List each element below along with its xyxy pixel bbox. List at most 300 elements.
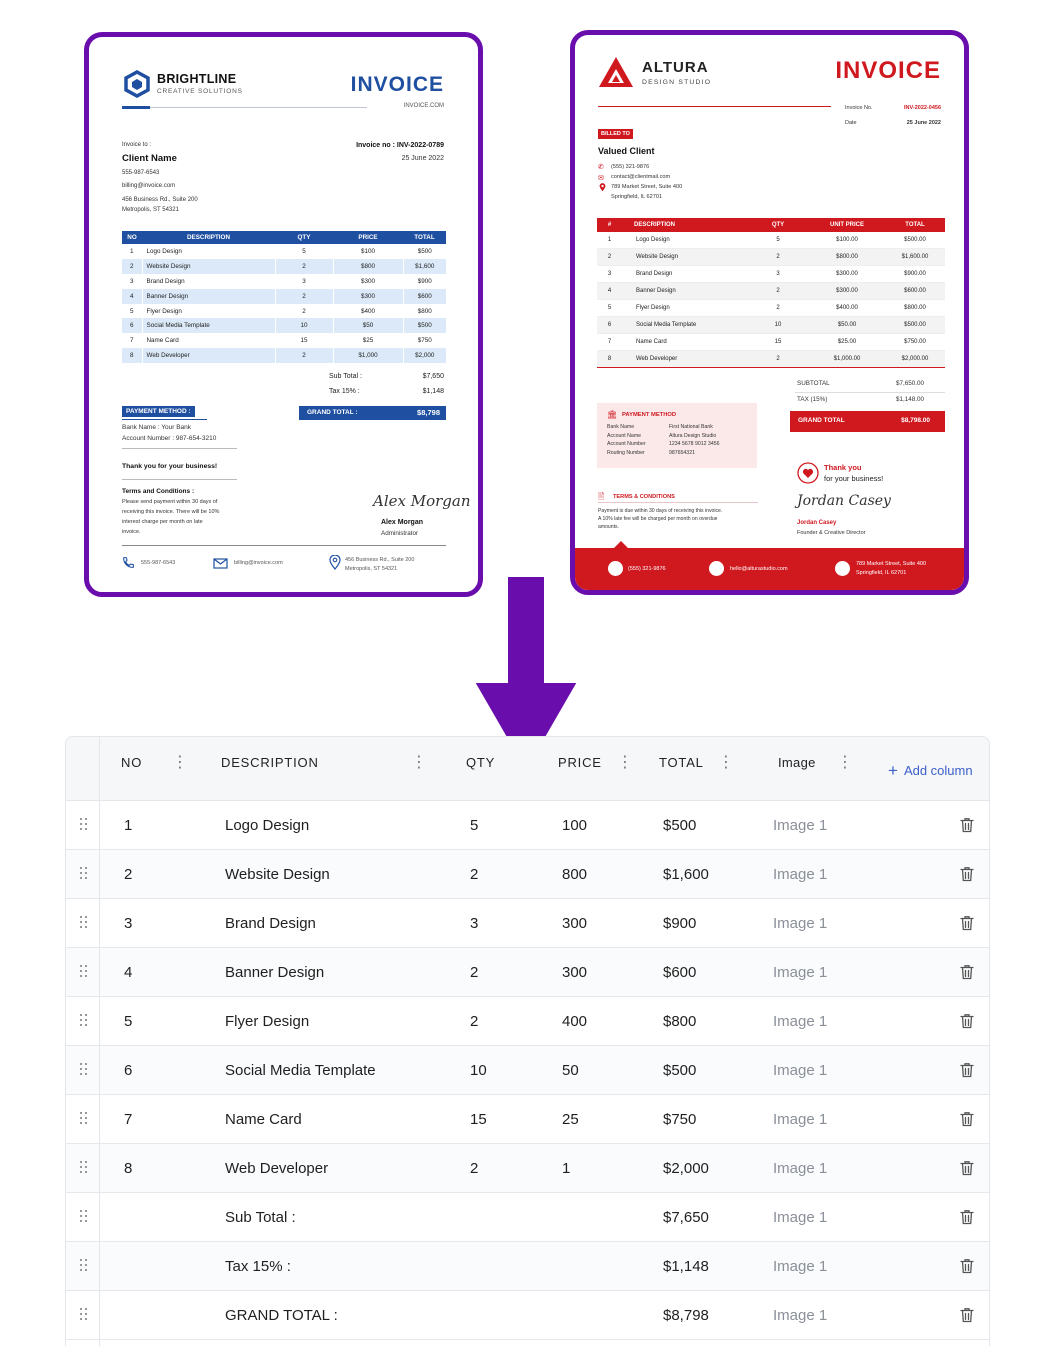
terms-line: amounts. (598, 524, 619, 530)
trash-icon[interactable] (960, 866, 974, 882)
invoice-to-label: Invoice to : (122, 142, 152, 148)
footer-divider (122, 545, 446, 546)
location-pin-icon (329, 555, 341, 570)
table-row[interactable] (66, 997, 989, 1046)
cell-no[interactable]: 8 (124, 1160, 133, 1177)
divider (795, 392, 945, 393)
cell-total[interactable]: $1,148 (663, 1258, 709, 1275)
heart-icon (797, 462, 819, 484)
table-cell: 8 (597, 350, 622, 367)
grand-total-label: GRAND TOTAL (798, 417, 845, 424)
signer-title: Founder & Creative Director (797, 530, 866, 536)
table-cell: Flyer Design (142, 304, 275, 319)
client-phone: 555-987-6543 (122, 170, 160, 176)
footer-address-line1: 456 Business Rd., Suite 200 (345, 557, 415, 563)
cell-total[interactable]: $2,000 (663, 1160, 709, 1177)
brand-tagline: CREATIVE SOLUTIONS (157, 88, 243, 95)
client-email: contact@clientmail.com (611, 174, 671, 180)
table-cell: 10 (747, 316, 809, 333)
column-header: PRICE (333, 231, 403, 244)
table-cell: 1 (597, 232, 622, 249)
cell-total[interactable]: $900 (663, 915, 697, 932)
table-row (597, 266, 945, 283)
cell-no[interactable]: 7 (124, 1111, 133, 1128)
cell-price[interactable]: 100 (562, 817, 588, 834)
cell-description[interactable]: Logo Design (225, 817, 310, 834)
cell-image[interactable]: Image 1 (773, 1111, 828, 1128)
invoice-title: INVOICE (350, 73, 444, 96)
cell-total[interactable]: $600 (663, 964, 697, 981)
cell-price[interactable]: 300 (562, 964, 588, 981)
cell-no[interactable]: 3 (124, 915, 133, 932)
table-cell: 2 (747, 283, 809, 300)
grand-total-value: $8,798 (417, 408, 440, 417)
column-header: DESCRIPTION (622, 218, 747, 232)
client-address-line1: 456 Business Rd., Suite 200 (122, 197, 198, 203)
table-cell: 6 (597, 316, 622, 333)
table-cell: $500.00 (885, 232, 945, 249)
table-cell: 2 (275, 348, 333, 363)
routing-number-value: 987654321 (669, 450, 695, 456)
client-email: billing@invoice.com (122, 183, 176, 189)
payment-method-label: PAYMENT METHOD (622, 412, 677, 418)
cell-price[interactable]: 50 (562, 1062, 579, 1079)
table-cell: 3 (597, 266, 622, 283)
table-cell: Brand Design (622, 266, 747, 283)
terms-line: A 10% late fee will be charged per month on overdue (598, 516, 718, 522)
hexagon-logo-icon (124, 70, 150, 98)
email-icon (709, 561, 724, 576)
cell-qty[interactable]: 3 (470, 915, 479, 932)
column-header: UNIT PRICE (809, 218, 885, 232)
payment-method-box (597, 403, 757, 468)
table-cell: $300 (333, 274, 403, 289)
grid-header (66, 737, 989, 801)
signer-title: Administrator (381, 530, 419, 537)
invoice-no-label: Invoice No. (845, 105, 873, 111)
trash-icon[interactable] (960, 1013, 974, 1029)
table-cell: $2,000 (403, 348, 446, 363)
table-cell: $750 (403, 333, 446, 348)
cell-no[interactable]: 6 (124, 1062, 133, 1079)
account-name-value: Altura Design Studio (669, 433, 717, 439)
cell-total[interactable]: $500 (663, 817, 697, 834)
table-row[interactable] (66, 1291, 989, 1340)
table-row (122, 274, 446, 289)
table-cell: 3 (747, 266, 809, 283)
table-cell: $100.00 (809, 232, 885, 249)
brightline-invoice-card (84, 32, 483, 597)
payment-divider (122, 419, 207, 420)
cell-price[interactable]: 800 (562, 866, 588, 883)
footer-email: hello@alturastudio.com (730, 566, 788, 572)
column-header: QTY (275, 231, 333, 244)
client-address-line2: Springfield, IL 62701 (611, 194, 663, 200)
account-number-label: Account Number (607, 441, 646, 447)
invoice-number: INV-2022-0456 (904, 105, 941, 111)
footer-phone: 555-987-6543 (141, 560, 176, 566)
cell-description[interactable]: Name Card (225, 1111, 302, 1128)
tax-value: $1,148.00 (895, 396, 924, 403)
divider (598, 502, 758, 503)
client-address-line1: 789 Market Street, Suite 400 (611, 184, 683, 190)
client-name: Valued Client (598, 146, 655, 156)
cell-total[interactable]: $1,600 (663, 866, 709, 883)
trash-icon[interactable] (960, 915, 974, 931)
footer-address-line2: Springfield, IL 62701 (856, 570, 907, 576)
subtotal-label: SUBTOTAL (797, 380, 830, 387)
cell-total[interactable]: $750 (663, 1111, 697, 1128)
table-row[interactable] (66, 1193, 989, 1242)
trash-icon[interactable] (960, 1307, 974, 1323)
table-cell: Logo Design (622, 232, 747, 249)
cell-no[interactable]: 4 (124, 964, 133, 981)
table-cell: Social Media Template (622, 316, 747, 333)
invoice-date: 25 June 2022 (906, 120, 941, 126)
cell-qty[interactable]: 5 (470, 817, 479, 834)
altura-logo-icon (597, 55, 635, 89)
location-pin-icon (599, 183, 606, 192)
table-cell: 8 (122, 348, 142, 363)
cell-price[interactable]: 400 (562, 1013, 588, 1030)
table-cell: $300.00 (809, 266, 885, 283)
cell-description[interactable]: Banner Design (225, 964, 325, 981)
table-cell: Brand Design (142, 274, 275, 289)
cell-image[interactable]: Image 1 (773, 1062, 828, 1079)
line-items-table (122, 231, 446, 363)
data-grid (65, 736, 990, 1346)
table-cell: $300.00 (809, 283, 885, 300)
table-cell: $900.00 (885, 266, 945, 283)
add-column-button[interactable] (888, 761, 973, 781)
table-row[interactable] (66, 1242, 989, 1291)
document-icon: 🖹 (598, 492, 605, 501)
table-row (122, 318, 446, 333)
divider (122, 448, 237, 449)
table-row[interactable] (66, 1046, 989, 1095)
column-header: NO (122, 231, 142, 244)
trash-icon[interactable] (960, 964, 974, 980)
table-cell: 10 (275, 318, 333, 333)
table-cell: 3 (275, 274, 333, 289)
grand-total-bar (299, 406, 446, 420)
signer-name: Alex Morgan (381, 519, 424, 526)
table-cell: 7 (129, 337, 134, 345)
cell-qty[interactable]: 2 (470, 866, 479, 883)
terms-title: Terms and Conditions : (122, 488, 195, 495)
table-cell: $100 (333, 244, 403, 259)
header-divider (122, 107, 367, 108)
table-cell: 4 (597, 283, 622, 300)
account-name-label: Account Name (607, 433, 642, 439)
cell-image[interactable]: Image 1 (773, 1307, 828, 1324)
signature: Alex Morgan (373, 492, 471, 510)
table-row[interactable] (66, 948, 989, 997)
column-header: TOTAL (885, 218, 945, 232)
table-cell: Website Design (142, 259, 275, 274)
table-row[interactable] (66, 1095, 989, 1144)
phone-icon (608, 561, 623, 576)
terms-line: interest charge per month on late (122, 519, 203, 525)
invoice-date: 25 June 2022 (401, 155, 444, 162)
table-cell: $300 (333, 289, 403, 304)
cell-no[interactable]: 5 (124, 1013, 133, 1030)
table-cell: 1 (129, 247, 134, 255)
table-cell: $800.00 (885, 300, 945, 317)
table-row (122, 259, 446, 274)
table-cell: 15 (275, 333, 333, 348)
table-row (122, 348, 446, 363)
column-header: QTY (747, 218, 809, 232)
cell-image[interactable]: Image 1 (773, 1209, 828, 1226)
table-row (122, 289, 446, 304)
cell-image[interactable]: Image 1 (773, 1160, 828, 1177)
thank-you-text: Thank you for your business! (122, 463, 218, 470)
footer-phone: (555) 321-9876 (628, 566, 666, 572)
table-cell: $25 (333, 333, 403, 348)
cell-description[interactable]: Social Media Template (225, 1062, 376, 1079)
table-cell: 2 (747, 350, 809, 367)
cell-description[interactable]: Brand Design (225, 915, 316, 932)
table-cell: $400 (333, 304, 403, 319)
cell-description[interactable]: GRAND TOTAL : (225, 1307, 338, 1324)
payment-method-label: PAYMENT METHOD : (122, 406, 195, 417)
thank-you-text: Thank you (824, 463, 862, 472)
column-menu-icon[interactable]: ⋮ (718, 754, 734, 771)
tax-label: TAX (15%) (797, 396, 828, 403)
trash-icon[interactable] (960, 1160, 974, 1176)
table-cell: Web Developer (622, 350, 747, 367)
table-cell: 2 (747, 300, 809, 317)
table-cell: 2 (275, 259, 333, 274)
table-cell: $750.00 (885, 333, 945, 350)
cell-no[interactable]: 1 (124, 817, 133, 834)
table-cell: 2 (275, 289, 333, 304)
table-cell: Name Card (142, 333, 275, 348)
table-cell: 2 (747, 249, 809, 266)
line-items-table (597, 218, 945, 368)
column-menu-icon[interactable]: ⋮ (837, 754, 853, 771)
website-text: INVOICE.COM (403, 103, 444, 109)
cell-total[interactable]: $800 (663, 1013, 697, 1030)
table-cell: $500 (403, 318, 446, 333)
table-cell: Social Media Template (142, 318, 275, 333)
table-cell: $1,600 (403, 259, 446, 274)
table-row (597, 316, 945, 333)
cell-qty[interactable]: 2 (470, 1013, 479, 1030)
table-cell: 4 (122, 289, 142, 304)
table-cell: $2,000.00 (885, 350, 945, 367)
add-column-label: Add column (903, 763, 973, 778)
column-menu-icon[interactable]: ⋮ (172, 754, 188, 771)
billed-to-tag: BILLED TO (598, 129, 633, 139)
trash-icon[interactable] (960, 817, 974, 833)
table-row (597, 350, 945, 367)
footer-bar (575, 548, 964, 590)
drag-handle-column (66, 737, 100, 1346)
column-header: # (597, 218, 622, 232)
table-cell: Website Design (622, 249, 747, 266)
cell-image[interactable]: Image 1 (773, 817, 828, 834)
footer-email: billing@invoice.com (234, 560, 283, 566)
table-cell: Web Developer (142, 348, 275, 363)
trash-icon[interactable] (960, 1209, 974, 1225)
cell-image[interactable]: Image 1 (773, 915, 828, 932)
table-cell: 2 (597, 249, 622, 266)
table-cell: $50 (333, 318, 403, 333)
invoice-number: Invoice no : INV-2022-0789 (356, 142, 444, 149)
terms-line: invoice. (122, 529, 141, 535)
table-row (597, 232, 945, 249)
column-menu-icon[interactable]: ⋮ (617, 754, 633, 771)
table-cell: 2 (122, 259, 142, 274)
cell-qty[interactable]: 2 (470, 964, 479, 981)
altura-invoice-card (570, 30, 969, 595)
cell-total[interactable]: $8,798 (663, 1307, 709, 1324)
location-pin-icon (835, 561, 850, 576)
cell-no[interactable]: 2 (124, 866, 133, 883)
divider (122, 479, 237, 480)
header-divider (598, 106, 831, 107)
cell-description[interactable]: Tax 15% : (225, 1258, 291, 1275)
table-cell: Banner Design (622, 283, 747, 300)
grand-total-bar (790, 411, 945, 432)
cell-image[interactable]: Image 1 (773, 1258, 828, 1275)
table-cell: 5 (275, 244, 333, 259)
table-cell: 5 (597, 300, 622, 317)
table-cell: Logo Design (142, 244, 275, 259)
table-cell: $50.00 (809, 316, 885, 333)
table-row (597, 283, 945, 300)
table-row (122, 333, 446, 348)
table-cell: $800 (403, 304, 446, 319)
grand-total-label: GRAND TOTAL : (307, 409, 358, 416)
table-cell: $600.00 (885, 283, 945, 300)
column-header-image[interactable]: Image (778, 755, 816, 770)
account-number: Account Number : 987-654-3210 (122, 435, 217, 442)
email-icon: ✉ (598, 175, 604, 182)
table-cell: Banner Design (142, 289, 275, 304)
cell-image[interactable]: Image 1 (773, 866, 828, 883)
client-phone: (555) 321-9876 (611, 164, 650, 170)
terms-line: Please send payment within 30 days of (122, 499, 218, 505)
trash-icon[interactable] (960, 1258, 974, 1274)
table-cell: $1,600.00 (885, 249, 945, 266)
cell-description[interactable]: Website Design (225, 866, 330, 883)
table-row (122, 304, 446, 319)
table-row (597, 333, 945, 350)
cell-image[interactable]: Image 1 (773, 1013, 828, 1030)
table-cell: $400.00 (809, 300, 885, 317)
sub-total-value: $7,650 (422, 373, 444, 380)
cell-price[interactable]: 300 (562, 915, 588, 932)
bank-icon: 🏛 (607, 410, 618, 419)
table-row (597, 249, 945, 266)
trash-icon[interactable] (960, 1111, 974, 1127)
table-cell: 5 (129, 307, 134, 315)
table-cell: $25.00 (809, 333, 885, 350)
terms-line: Payment is due within 30 days of receiving this invoice. (598, 508, 723, 514)
table-cell: $1,000 (333, 348, 403, 363)
column-header-price[interactable]: PRICE (558, 755, 602, 770)
footer-address-line1: 789 Market Street, Suite 400 (856, 561, 927, 567)
table-cell: 5 (747, 232, 809, 249)
terms-title: TERMS & CONDITIONS (613, 494, 675, 500)
table-row (122, 244, 446, 259)
cell-price[interactable]: 1 (562, 1160, 571, 1177)
brand-name: BRIGHTLINE (157, 72, 237, 86)
cell-price[interactable]: 25 (562, 1111, 579, 1128)
signer-name: Jordan Casey (797, 520, 837, 526)
table-row[interactable] (66, 850, 989, 899)
table-cell: 7 (597, 333, 622, 350)
table-row[interactable] (66, 899, 989, 948)
column-header-no[interactable]: NO (121, 755, 143, 770)
date-label: Date (845, 120, 857, 126)
table-cell: $500 (403, 244, 446, 259)
table-row[interactable] (66, 1144, 989, 1193)
table-cell: 3 (129, 277, 134, 285)
cell-total[interactable]: $7,650 (663, 1209, 709, 1226)
phone-icon: ✆ (598, 164, 604, 171)
table-cell: 6 (122, 318, 142, 333)
column-header-total[interactable]: TOTAL (659, 755, 704, 770)
brand-name: ALTURA (642, 59, 709, 76)
table-row[interactable] (66, 801, 989, 850)
account-number-value: 1234 5678 9012 3456 (669, 441, 720, 447)
table-cell: Name Card (622, 333, 747, 350)
routing-number-label: Routing Number (607, 450, 645, 456)
table-cell: $500.00 (885, 316, 945, 333)
table-cell: 2 (275, 304, 333, 319)
cell-image[interactable]: Image 1 (773, 964, 828, 981)
trash-icon[interactable] (960, 1062, 974, 1078)
brand-tagline: DESIGN STUDIO (642, 79, 712, 86)
bank-name-value: First National Bank (669, 424, 713, 430)
grand-total-value: $8,798.00 (901, 417, 930, 424)
cell-total[interactable]: $500 (663, 1062, 697, 1079)
cell-qty[interactable]: 15 (470, 1111, 487, 1128)
phone-icon (122, 556, 135, 569)
header-divider-accent (122, 106, 150, 109)
cell-description[interactable]: Sub Total : (225, 1209, 296, 1226)
bank-name-label: Bank Name (607, 424, 635, 430)
column-header: DESCRIPTION (142, 231, 275, 244)
column-header: TOTAL (403, 231, 446, 244)
column-menu-icon[interactable]: ⋮ (411, 754, 427, 771)
tax-label: Tax 15% : (329, 388, 360, 395)
footer-address-line2: Metropolis, ST 54321 (345, 566, 398, 572)
table-row (597, 300, 945, 317)
cell-qty[interactable]: 2 (470, 1160, 479, 1177)
table-cell: $1,000.00 (809, 350, 885, 367)
footer-notch (613, 541, 629, 549)
plus-icon: + (888, 761, 898, 780)
table-cell: $800.00 (809, 249, 885, 266)
signature: Jordan Casey (797, 493, 891, 509)
bank-name: Bank Name : Your Bank (122, 424, 192, 431)
subtotal-value: $7,650.00 (895, 380, 924, 387)
table-cell: 15 (747, 333, 809, 350)
column-header-description[interactable]: DESCRIPTION (221, 755, 319, 770)
invoice-title: INVOICE (835, 57, 941, 84)
cell-description[interactable]: Web Developer (225, 1160, 329, 1177)
column-header-qty[interactable]: QTY (466, 755, 496, 770)
cell-description[interactable]: Flyer Design (225, 1013, 310, 1030)
cell-qty[interactable]: 10 (470, 1062, 487, 1079)
client-name: Client Name (122, 153, 177, 164)
table-cell: $800 (333, 259, 403, 274)
